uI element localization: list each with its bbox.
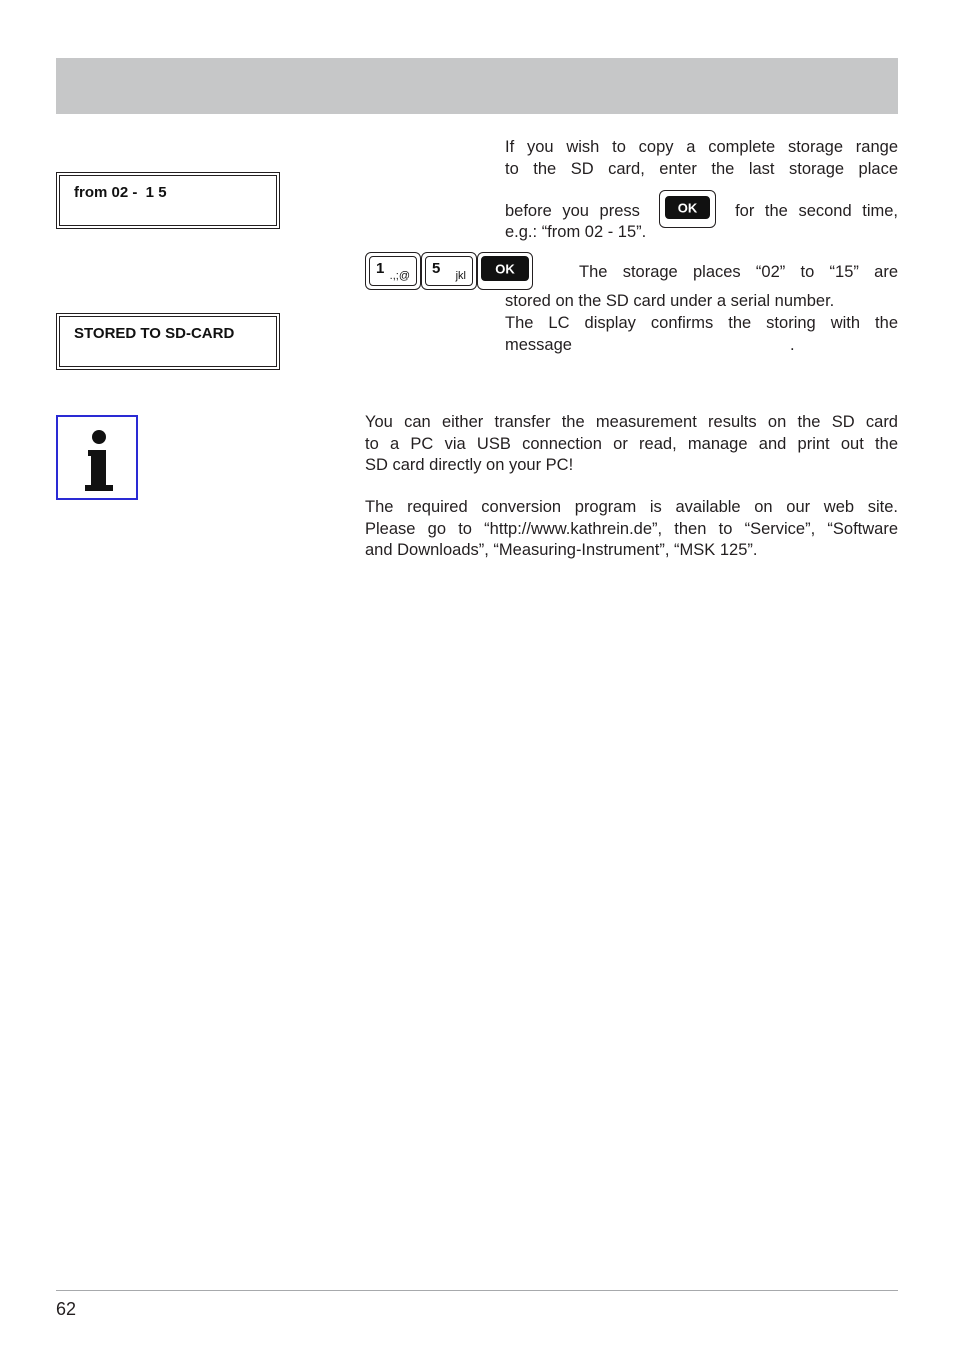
lcd-display-inner: [59, 175, 277, 226]
text-line: SD card directly on your PC!: [365, 456, 574, 475]
page-number: 62: [56, 1299, 77, 1319]
key-letters: jkl: [455, 270, 466, 282]
key-face: [665, 196, 710, 219]
copy-range-paragraph: [505, 137, 898, 180]
ok-key-label: OK: [495, 261, 515, 276]
ok-key-label: OK: [677, 200, 698, 215]
ok-key-icon: [477, 252, 533, 290]
text-period: .: [790, 336, 795, 354]
text-line: to a PC via USB connection or read, manage and print out the: [365, 434, 898, 453]
text-line: to the SD card, enter the last storage place: [505, 159, 898, 178]
lcd-display-range: [56, 172, 280, 229]
key-face: [369, 256, 417, 286]
text-line: message: [505, 336, 572, 354]
info-i-glyph: [58, 417, 136, 498]
text-line: The required conversion program is available on our web site.: [365, 498, 898, 516]
lcd-display-stored: [56, 313, 280, 370]
text-line: stored on the SD card under a serial number.: [505, 292, 835, 310]
text-line: e.g.: “from 02 - 15”.: [505, 223, 647, 241]
text-line: before you press: [505, 202, 640, 220]
stored-paragraph: [505, 291, 898, 334]
key-face: [425, 256, 473, 286]
key-1-icon: [365, 252, 421, 290]
lcd-stored-text: STORED TO SD-CARD: [74, 325, 235, 342]
key-number: 5: [432, 260, 441, 277]
header-bar: [56, 58, 898, 114]
key-5-icon: [421, 252, 477, 290]
key-number: 1: [376, 260, 385, 277]
text-line: You can either transfer the measurement results on the SD card: [365, 413, 898, 431]
info-icon: [56, 415, 138, 500]
text-line: and Downloads”, “Measuring-Instrument”, “MSK 125”.: [365, 541, 758, 560]
footer-rule: [56, 1290, 898, 1291]
text-line: If you wish to copy a complete storage range: [505, 138, 898, 156]
info-paragraph-1: [365, 412, 898, 477]
key-face: [481, 256, 529, 281]
text-line: Please go to “http://www.kathrein.de”, then to “Service”, “Software: [365, 519, 898, 538]
ok-key-icon: [659, 190, 716, 228]
key-letters: .,;@: [389, 270, 410, 282]
text-line: The storage places “02” to “15” are: [579, 263, 898, 281]
text-line: The LC display confirms the storing with the: [505, 313, 898, 332]
info-paragraph-2: [365, 497, 898, 562]
text-line: for the second time,: [735, 202, 898, 220]
stored-paragraph-first-line: [579, 262, 898, 284]
lcd-range-text: from 02 - 1 5: [74, 184, 167, 201]
lcd-display-inner: [59, 316, 277, 367]
